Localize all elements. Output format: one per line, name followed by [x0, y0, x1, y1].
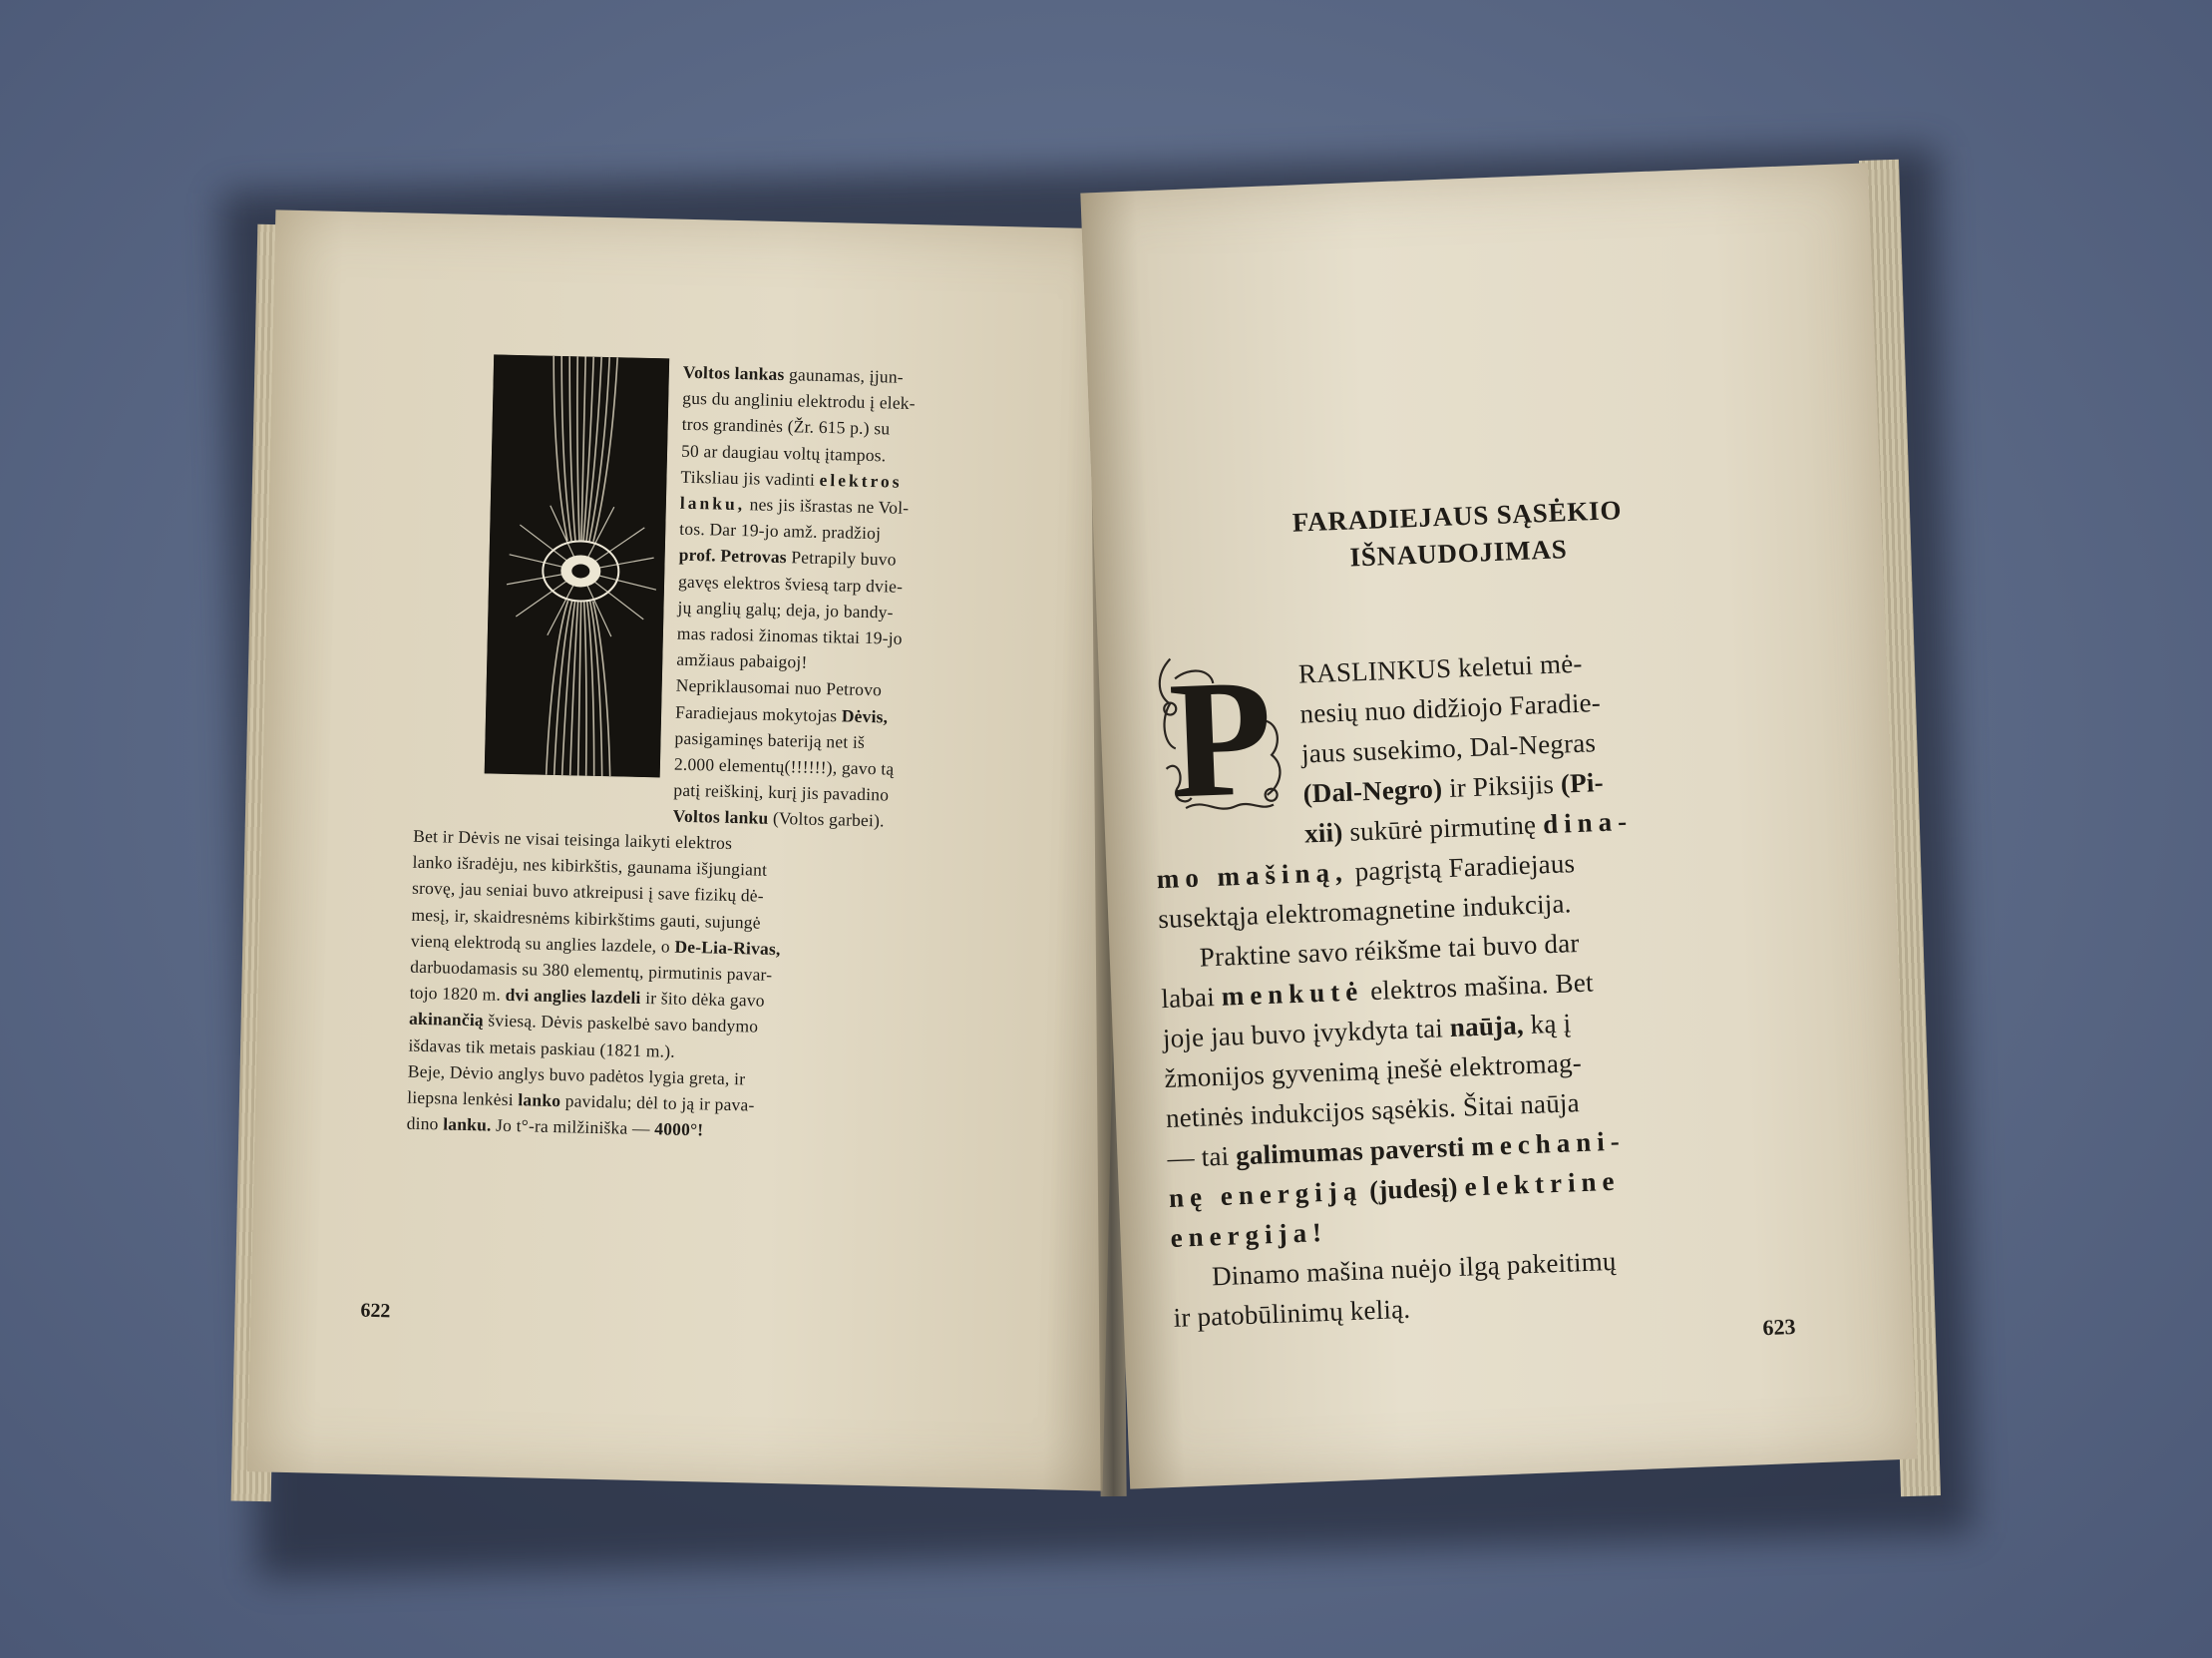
text-segment: Voltos lanku: [672, 806, 769, 829]
left-page: [247, 209, 1131, 1490]
text-segment: tos. Dar 19-jo amž. pradžioj: [679, 518, 882, 544]
text-segment: gavęs elektros šviesą tarp dvie-: [677, 571, 904, 597]
text-segment: mechani-: [1470, 1125, 1627, 1162]
text-segment: nę energiją: [1168, 1175, 1363, 1213]
text-segment: galimumas paversti: [1235, 1131, 1465, 1171]
text-segment: pavidalu; dėl to ją ir pava-: [559, 1090, 755, 1115]
text-segment: patį reiškinį, kurį jis pavadino: [673, 779, 890, 805]
text-segment: žmonijos gyvenimą įnešė elektromag-: [1163, 1047, 1583, 1094]
voltaic-arc-illustration: [485, 354, 669, 777]
text-segment: jaus susekimo, Dal-Negras: [1300, 727, 1597, 769]
text-segment: srovę, jau seniai buvo atkreipusi į save fizikų dė-: [411, 878, 765, 907]
text-segment: vieną elektrodą su anglies lazdele, o: [410, 930, 675, 957]
text-segment: 50 ar daugiau voltų įtampos.: [680, 440, 887, 465]
left-page-text-full: [406, 823, 783, 1145]
text-segment: ir patobūlinimų kelią.: [1173, 1293, 1411, 1333]
text-segment: nes jis išrastas ne Vol-: [744, 494, 910, 518]
text-segment: elektros: [819, 469, 903, 492]
text-segment: Nepriklausomai nuo Petrovo: [675, 675, 883, 700]
text-segment: (Voltos garbei).: [768, 808, 885, 831]
text-segment: lanko išradėju, nes kibirkštis, gaunama išjungiant: [412, 851, 768, 880]
text-segment: nesių nuo didžiojo Faradie-: [1298, 687, 1602, 729]
text-segment: gaunamas, įjun-: [784, 364, 905, 387]
text-segment: jų anglių galų; deja, jo bandy-: [677, 597, 894, 622]
text-segment: mesį, ir, skaidresnėms kibirkštims gauti, sujungė: [411, 904, 761, 933]
text-segment: susektąja elektromagnetine indukcija.: [1157, 888, 1573, 935]
page-number-left: 622: [360, 1299, 391, 1323]
text-segment: ką į: [1523, 1008, 1572, 1040]
text-segment: akinančią: [408, 1009, 485, 1031]
text-segment: (Dal-Negro): [1302, 773, 1443, 809]
text-segment: (judesį): [1368, 1171, 1459, 1206]
text-segment: Jo t°-ra milžiniška —: [491, 1114, 655, 1139]
text-segment: išdavas tik metais paskiau (1821 m.).: [408, 1035, 676, 1061]
text-segment: šviesą. Dėvis paskelbė savo bandymo: [483, 1010, 759, 1037]
text-segment: Praktine savo réikšme tai buvo dar: [1199, 928, 1581, 973]
chapter-title: [1223, 489, 1693, 581]
text-segment: ir Piksijis: [1441, 768, 1562, 804]
text-segment: tros grandinės (Žr. 615 p.) su: [681, 414, 891, 439]
text-segment: (Pi-: [1560, 766, 1605, 799]
text-segment: Dėvis,: [841, 705, 889, 727]
text-segment: tojo 1820 m.: [409, 982, 506, 1006]
text-segment: Beje, Dėvio anglys buvo padėtos lygia greta, ir: [407, 1060, 746, 1089]
text-segment: mo mašiną,: [1156, 856, 1349, 895]
svg-text:P: P: [1166, 644, 1277, 828]
text-segment: lanku,: [679, 492, 746, 515]
text-segment: dina-: [1542, 805, 1634, 840]
text-segment: Petrapily buvo: [786, 547, 897, 571]
text-segment: 2.000 elementų(!!!!!!), gavo tą: [673, 753, 895, 779]
chapter-title-line1: FARADIEJAUS SĄSĖKIO: [1291, 495, 1623, 538]
text-segment: pagrįstą Faradiejaus: [1347, 848, 1576, 887]
left-page-text-column: [672, 359, 916, 835]
text-segment: sukūrė pirmutinę: [1341, 809, 1544, 848]
text-segment: Tiksliau jis vadinti: [680, 466, 820, 490]
text-segment: lanku.: [442, 1113, 492, 1135]
text-segment: RASLINKUS keletui mė-: [1297, 647, 1584, 689]
text-segment: Voltos lankas: [682, 361, 785, 385]
right-page: [1080, 163, 1917, 1488]
text-segment: De-Lia-Rivas,: [674, 936, 781, 959]
text-segment: Bet ir Dėvis ne visai teisinga laikyti elektros: [413, 825, 733, 853]
text-segment: prof. Petrovas: [678, 545, 788, 568]
text-segment: elektros mašina. Bet: [1362, 967, 1595, 1007]
text-segment: gus du angliniu elektrodu į elek-: [682, 387, 917, 414]
text-segment: ir šito dėka gavo: [640, 988, 765, 1011]
text-segment: energija!: [1170, 1216, 1328, 1253]
text-segment: lanko: [518, 1089, 561, 1111]
chapter-title-line2: IŠNAUDOJIMAS: [1348, 534, 1569, 573]
text-segment: naūja,: [1449, 1010, 1525, 1043]
right-page-body: [1148, 636, 1772, 1338]
text-segment: amžiaus pabaigoj!: [676, 648, 808, 672]
text-segment: mas radosi žinomas tiktai 19-jo: [676, 622, 903, 648]
text-segment: dino: [406, 1112, 444, 1134]
text-segment: elektrine: [1464, 1165, 1622, 1202]
text-segment: netinės indukcijos sąsėkis. Šitai naūja: [1165, 1087, 1581, 1134]
text-segment: xii): [1303, 817, 1343, 849]
text-segment: menkutė: [1221, 976, 1364, 1012]
text-segment: Faradiejaus mokytojas: [674, 701, 843, 726]
text-segment: — tai: [1166, 1140, 1237, 1173]
text-segment: darbuodamasis su 380 elementų, pirmutinis pavar-: [410, 956, 773, 985]
text-segment: 4000°!: [654, 1118, 704, 1140]
text-segment: dvi anglies lazdeli: [505, 985, 641, 1009]
text-segment: pasigaminęs bateriją net iš: [674, 727, 866, 752]
text-segment: labai: [1160, 981, 1223, 1015]
page-number-right: 623: [1762, 1313, 1796, 1341]
text-segment: liepsna lenkėsi: [407, 1086, 519, 1110]
text-segment: joje jau buvo įvykdyta tai: [1162, 1013, 1451, 1054]
text-segment: Dinamo mašina nuėjo ilgą pakeitimų: [1211, 1245, 1618, 1292]
